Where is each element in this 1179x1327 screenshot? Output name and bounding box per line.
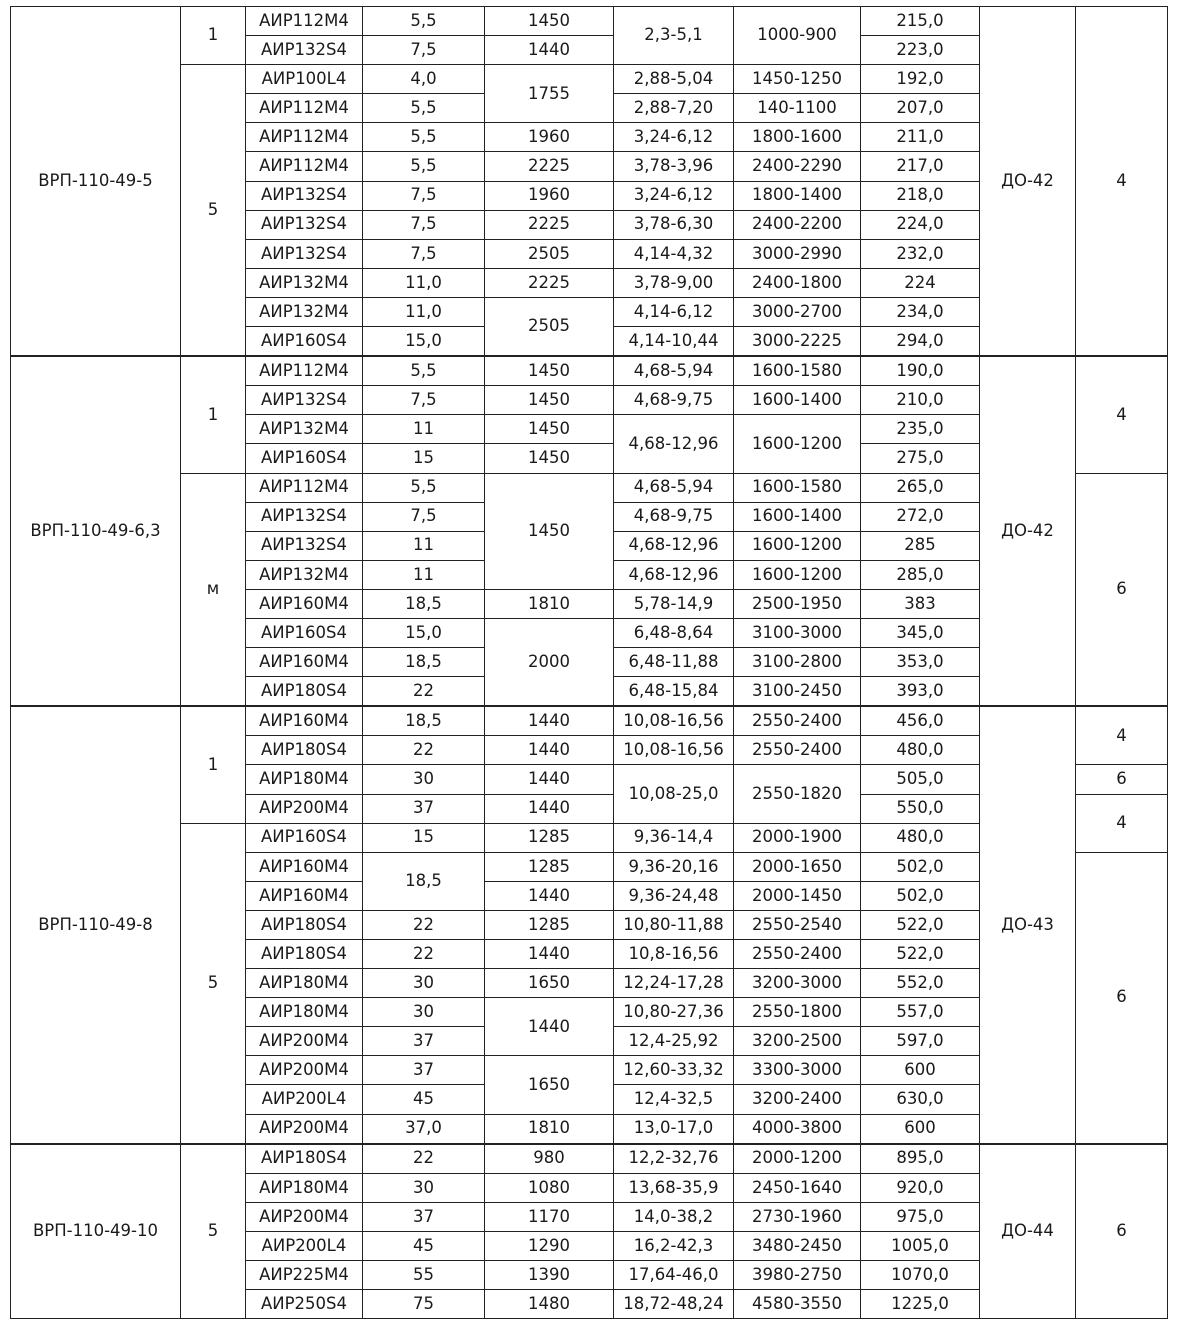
power-cell: 11	[363, 560, 485, 589]
rpm-cell: 2225	[485, 152, 614, 181]
capacity-cell: 4,68-5,94	[614, 473, 734, 502]
motor-cell: АИР112М4	[246, 152, 363, 181]
power-cell: 15,0	[363, 618, 485, 647]
mass-cell: 522,0	[861, 910, 980, 939]
mass-cell: 600	[861, 1114, 980, 1144]
pressure-cell: 3100-2800	[734, 648, 861, 677]
rpm-cell: 1390	[485, 1261, 614, 1290]
pressure-cell: 4580-3550	[734, 1290, 861, 1319]
capacity-cell: 4,68-12,96	[614, 560, 734, 589]
mass-cell: 502,0	[861, 852, 980, 881]
capacity-cell: 9,36-24,48	[614, 881, 734, 910]
capacity-cell: 13,0-17,0	[614, 1114, 734, 1144]
pressure-cell: 1600-1400	[734, 502, 861, 531]
power-cell: 5,5	[363, 94, 485, 123]
table-row	[11, 356, 1168, 386]
pressure-cell: 3300-3000	[734, 1056, 861, 1085]
rpm-cell: 1960	[485, 181, 614, 210]
capacity-cell: 10,80-27,36	[614, 998, 734, 1027]
mass-cell: 234,0	[861, 297, 980, 326]
motor-cell: АИР112М4	[246, 473, 363, 502]
power-cell: 11,0	[363, 297, 485, 326]
motor-cell: АИР112М4	[246, 356, 363, 386]
capacity-cell: 10,80-11,88	[614, 910, 734, 939]
mass-cell: 285	[861, 531, 980, 560]
motor-cell: АИР132М4	[246, 415, 363, 444]
capacity-cell: 16,2-42,3	[614, 1231, 734, 1260]
pressure-cell: 2550-2540	[734, 910, 861, 939]
motor-cell: АИР132S4	[246, 531, 363, 560]
capacity-cell: 6,48-11,88	[614, 648, 734, 677]
motor-cell: АИР180S4	[246, 910, 363, 939]
power-cell: 7,5	[363, 239, 485, 268]
pressure-cell: 2500-1950	[734, 589, 861, 618]
power-cell: 5,5	[363, 473, 485, 502]
power-cell: 37	[363, 1202, 485, 1231]
pressure-cell: 3480-2450	[734, 1231, 861, 1260]
power-cell: 37	[363, 1056, 485, 1085]
rpm-cell: 1440	[485, 736, 614, 765]
pressure-cell: 2000-1200	[734, 1144, 861, 1174]
mass-cell: 215,0	[861, 7, 980, 36]
mass-cell: 224	[861, 268, 980, 297]
rpm-cell: 1285	[485, 852, 614, 881]
capacity-cell: 10,8-16,56	[614, 940, 734, 969]
power-cell: 11	[363, 415, 485, 444]
motor-cell: АИР132S4	[246, 386, 363, 415]
capacity-cell: 4,68-12,96	[614, 415, 734, 473]
power-cell: 37,0	[363, 1114, 485, 1144]
mass-cell: 265,0	[861, 473, 980, 502]
motor-cell: АИР112М4	[246, 7, 363, 36]
motor-cell: АИР250S4	[246, 1290, 363, 1319]
capacity-cell: 12,4-32,5	[614, 1085, 734, 1114]
last-col-cell: 4	[1076, 7, 1168, 357]
pressure-cell: 3980-2750	[734, 1261, 861, 1290]
last-col-cell: 6	[1076, 765, 1168, 794]
capacity-cell: 4,68-5,94	[614, 356, 734, 386]
mass-cell: 895,0	[861, 1144, 980, 1174]
power-cell: 18,5	[363, 852, 485, 910]
motor-cell: АИР160S4	[246, 444, 363, 473]
rpm-cell: 1440	[485, 706, 614, 736]
capacity-cell: 6,48-8,64	[614, 618, 734, 647]
motor-cell: АИР200L4	[246, 1085, 363, 1114]
pressure-cell: 3100-3000	[734, 618, 861, 647]
mass-cell: 630,0	[861, 1085, 980, 1114]
mass-cell: 235,0	[861, 415, 980, 444]
rpm-cell: 2505	[485, 297, 614, 356]
pressure-cell: 2400-1800	[734, 268, 861, 297]
pressure-cell: 2550-1800	[734, 998, 861, 1027]
table-row	[11, 7, 1168, 36]
power-cell: 45	[363, 1085, 485, 1114]
power-cell: 4,0	[363, 65, 485, 94]
motor-cell: АИР160S4	[246, 327, 363, 357]
mass-cell: 218,0	[861, 181, 980, 210]
power-cell: 7,5	[363, 502, 485, 531]
rpm-cell: 2505	[485, 239, 614, 268]
motor-cell: АИР132М4	[246, 268, 363, 297]
pressure-cell: 2550-2400	[734, 736, 861, 765]
rpm-cell: 1440	[485, 998, 614, 1056]
motor-cell: АИР112М4	[246, 123, 363, 152]
pressure-cell: 2730-1960	[734, 1202, 861, 1231]
execution-cell: 5	[181, 65, 246, 356]
pressure-cell: 1600-1200	[734, 415, 861, 473]
mass-cell: 456,0	[861, 706, 980, 736]
power-cell: 15,0	[363, 327, 485, 357]
power-cell: 22	[363, 1144, 485, 1174]
capacity-cell: 4,68-12,96	[614, 531, 734, 560]
power-cell: 18,5	[363, 589, 485, 618]
mass-cell: 975,0	[861, 1202, 980, 1231]
mass-cell: 480,0	[861, 736, 980, 765]
mass-cell: 192,0	[861, 65, 980, 94]
power-cell: 5,5	[363, 123, 485, 152]
capacity-cell: 3,78-3,96	[614, 152, 734, 181]
pressure-cell: 2000-1450	[734, 881, 861, 910]
motor-cell: АИР160М4	[246, 852, 363, 881]
pressure-cell: 140-1100	[734, 94, 861, 123]
pressure-cell: 1600-1580	[734, 356, 861, 386]
capacity-cell: 3,78-9,00	[614, 268, 734, 297]
power-cell: 22	[363, 736, 485, 765]
pressure-cell: 2550-2400	[734, 706, 861, 736]
capacity-cell: 3,78-6,30	[614, 210, 734, 239]
mass-cell: 217,0	[861, 152, 980, 181]
capacity-cell: 2,3-5,1	[614, 7, 734, 65]
motor-cell: АИР180М4	[246, 1173, 363, 1202]
capacity-cell: 9,36-14,4	[614, 823, 734, 852]
rpm-cell: 1285	[485, 910, 614, 939]
regulator-cell: ДО-43	[980, 706, 1076, 1143]
mass-cell: 1225,0	[861, 1290, 980, 1319]
mass-cell: 1005,0	[861, 1231, 980, 1260]
pressure-cell: 2450-1640	[734, 1173, 861, 1202]
power-cell: 22	[363, 940, 485, 969]
capacity-cell: 10,08-16,56	[614, 736, 734, 765]
power-cell: 18,5	[363, 648, 485, 677]
execution-cell: 1	[181, 706, 246, 823]
capacity-cell: 12,2-32,76	[614, 1144, 734, 1174]
power-cell: 7,5	[363, 386, 485, 415]
motor-cell: АИР180М4	[246, 969, 363, 998]
power-cell: 30	[363, 998, 485, 1027]
power-cell: 30	[363, 969, 485, 998]
motor-cell: АИР160М4	[246, 589, 363, 618]
power-cell: 11,0	[363, 268, 485, 297]
capacity-cell: 4,14-6,12	[614, 297, 734, 326]
rpm-cell: 980	[485, 1144, 614, 1174]
motor-cell: АИР132S4	[246, 36, 363, 65]
last-col-cell: 4	[1076, 706, 1168, 765]
rpm-cell: 1755	[485, 65, 614, 123]
pressure-cell: 2550-2400	[734, 940, 861, 969]
last-col-cell: 6	[1076, 473, 1168, 706]
capacity-cell: 10,08-25,0	[614, 765, 734, 823]
motor-cell: АИР180S4	[246, 736, 363, 765]
mass-cell: 224,0	[861, 210, 980, 239]
rpm-cell: 1650	[485, 1056, 614, 1114]
motor-cell: АИР132М4	[246, 297, 363, 326]
rpm-cell: 2000	[485, 618, 614, 706]
pressure-cell: 3200-3000	[734, 969, 861, 998]
pressure-cell: 1800-1400	[734, 181, 861, 210]
motor-cell: АИР132S4	[246, 502, 363, 531]
capacity-cell: 5,78-14,9	[614, 589, 734, 618]
motor-cell: АИР200М4	[246, 1056, 363, 1085]
capacity-cell: 4,68-9,75	[614, 502, 734, 531]
power-cell: 7,5	[363, 181, 485, 210]
mass-cell: 920,0	[861, 1173, 980, 1202]
motor-cell: АИР132S4	[246, 210, 363, 239]
pressure-cell: 2000-1650	[734, 852, 861, 881]
motor-cell: АИР200L4	[246, 1231, 363, 1260]
last-col-cell: 6	[1076, 852, 1168, 1143]
motor-cell: АИР132S4	[246, 181, 363, 210]
motor-cell: АИР180S4	[246, 940, 363, 969]
mass-cell: 505,0	[861, 765, 980, 794]
power-cell: 75	[363, 1290, 485, 1319]
pressure-cell: 3200-2400	[734, 1085, 861, 1114]
pressure-cell: 3100-2450	[734, 677, 861, 707]
capacity-cell: 3,24-6,12	[614, 181, 734, 210]
rpm-cell: 1285	[485, 823, 614, 852]
rpm-cell: 1480	[485, 1290, 614, 1319]
rpm-cell: 2225	[485, 268, 614, 297]
fan-model-cell: ВРП-110-49-6,3	[11, 356, 181, 706]
pressure-cell: 3000-2225	[734, 327, 861, 357]
power-cell: 7,5	[363, 36, 485, 65]
capacity-cell: 2,88-5,04	[614, 65, 734, 94]
motor-cell: АИР160S4	[246, 618, 363, 647]
power-cell: 37	[363, 1027, 485, 1056]
motor-cell: АИР160М4	[246, 648, 363, 677]
pressure-cell: 2400-2200	[734, 210, 861, 239]
rpm-cell: 1450	[485, 356, 614, 386]
mass-cell: 275,0	[861, 444, 980, 473]
motor-cell: АИР132М4	[246, 560, 363, 589]
last-col-cell: 4	[1076, 794, 1168, 852]
fan-spec-body	[11, 7, 1168, 1319]
rpm-cell: 1080	[485, 1173, 614, 1202]
fan-model-cell: ВРП-110-49-10	[11, 1144, 181, 1319]
motor-cell: АИР200М4	[246, 1202, 363, 1231]
mass-cell: 223,0	[861, 36, 980, 65]
rpm-cell: 2225	[485, 210, 614, 239]
motor-cell: АИР112М4	[246, 94, 363, 123]
motor-cell: АИР180М4	[246, 998, 363, 1027]
execution-cell: 1	[181, 356, 246, 473]
rpm-cell: 1450	[485, 415, 614, 444]
mass-cell: 552,0	[861, 969, 980, 998]
pressure-cell: 4000-3800	[734, 1114, 861, 1144]
pressure-cell: 1450-1250	[734, 65, 861, 94]
motor-cell: АИР160М4	[246, 706, 363, 736]
rpm-cell: 1960	[485, 123, 614, 152]
pressure-cell: 3200-2500	[734, 1027, 861, 1056]
regulator-cell: ДО-42	[980, 356, 1076, 706]
capacity-cell: 12,60-33,32	[614, 1056, 734, 1085]
mass-cell: 600	[861, 1056, 980, 1085]
pressure-cell: 1000-900	[734, 7, 861, 65]
mass-cell: 211,0	[861, 123, 980, 152]
capacity-cell: 17,64-46,0	[614, 1261, 734, 1290]
rpm-cell: 1290	[485, 1231, 614, 1260]
execution-cell: 1	[181, 7, 246, 65]
mass-cell: 190,0	[861, 356, 980, 386]
pressure-cell: 3000-2990	[734, 239, 861, 268]
last-col-cell: 6	[1076, 1144, 1168, 1319]
pressure-cell: 3000-2700	[734, 297, 861, 326]
power-cell: 5,5	[363, 7, 485, 36]
power-cell: 30	[363, 765, 485, 794]
regulator-cell: ДО-42	[980, 7, 1076, 357]
capacity-cell: 2,88-7,20	[614, 94, 734, 123]
capacity-cell: 4,68-9,75	[614, 386, 734, 415]
motor-cell: АИР100L4	[246, 65, 363, 94]
pressure-cell: 1600-1200	[734, 531, 861, 560]
rpm-cell: 1650	[485, 969, 614, 998]
rpm-cell: 1170	[485, 1202, 614, 1231]
rpm-cell: 1450	[485, 473, 614, 589]
power-cell: 5,5	[363, 152, 485, 181]
pressure-cell: 1800-1600	[734, 123, 861, 152]
capacity-cell: 10,08-16,56	[614, 706, 734, 736]
pressure-cell: 2400-2290	[734, 152, 861, 181]
rpm-cell: 1450	[485, 386, 614, 415]
capacity-cell: 6,48-15,84	[614, 677, 734, 707]
capacity-cell: 12,4-25,92	[614, 1027, 734, 1056]
fan-model-cell: ВРП-110-49-5	[11, 7, 181, 357]
rpm-cell: 1440	[485, 36, 614, 65]
rpm-cell: 1440	[485, 881, 614, 910]
power-cell: 5,5	[363, 356, 485, 386]
regulator-cell: ДО-44	[980, 1144, 1076, 1319]
capacity-cell: 4,14-4,32	[614, 239, 734, 268]
execution-cell: 5	[181, 1144, 246, 1319]
motor-cell: АИР132S4	[246, 239, 363, 268]
capacity-cell: 4,14-10,44	[614, 327, 734, 357]
motor-cell: АИР180S4	[246, 1144, 363, 1174]
mass-cell: 502,0	[861, 881, 980, 910]
power-cell: 22	[363, 910, 485, 939]
power-cell: 37	[363, 794, 485, 823]
motor-cell: АИР180М4	[246, 765, 363, 794]
table-row	[11, 706, 1168, 736]
pressure-cell: 1600-1580	[734, 473, 861, 502]
motor-cell: АИР225М4	[246, 1261, 363, 1290]
motor-cell: АИР200М4	[246, 1027, 363, 1056]
pressure-cell: 1600-1200	[734, 560, 861, 589]
mass-cell: 272,0	[861, 502, 980, 531]
power-cell: 11	[363, 531, 485, 560]
capacity-cell: 14,0-38,2	[614, 1202, 734, 1231]
fan-model-cell: ВРП-110-49-8	[11, 706, 181, 1143]
mass-cell: 294,0	[861, 327, 980, 357]
power-cell: 7,5	[363, 210, 485, 239]
execution-cell: м	[181, 473, 246, 706]
motor-cell: АИР200М4	[246, 794, 363, 823]
motor-cell: АИР160S4	[246, 823, 363, 852]
motor-cell: АИР200М4	[246, 1114, 363, 1144]
table-row	[11, 1144, 1168, 1174]
mass-cell: 597,0	[861, 1027, 980, 1056]
motor-cell: АИР180S4	[246, 677, 363, 707]
capacity-cell: 9,36-20,16	[614, 852, 734, 881]
rpm-cell: 1810	[485, 1114, 614, 1144]
power-cell: 15	[363, 444, 485, 473]
rpm-cell: 1810	[485, 589, 614, 618]
rpm-cell: 1440	[485, 940, 614, 969]
mass-cell: 480,0	[861, 823, 980, 852]
rpm-cell: 1450	[485, 7, 614, 36]
mass-cell: 1070,0	[861, 1261, 980, 1290]
mass-cell: 285,0	[861, 560, 980, 589]
motor-cell: АИР160М4	[246, 881, 363, 910]
execution-cell: 5	[181, 823, 246, 1144]
mass-cell: 383	[861, 589, 980, 618]
power-cell: 45	[363, 1231, 485, 1260]
mass-cell: 353,0	[861, 648, 980, 677]
pressure-cell: 2550-1820	[734, 765, 861, 823]
capacity-cell: 3,24-6,12	[614, 123, 734, 152]
rpm-cell: 1440	[485, 765, 614, 794]
power-cell: 15	[363, 823, 485, 852]
mass-cell: 232,0	[861, 239, 980, 268]
pressure-cell: 2000-1900	[734, 823, 861, 852]
capacity-cell: 18,72-48,24	[614, 1290, 734, 1319]
power-cell: 30	[363, 1173, 485, 1202]
mass-cell: 550,0	[861, 794, 980, 823]
mass-cell: 557,0	[861, 998, 980, 1027]
last-col-cell: 4	[1076, 356, 1168, 473]
mass-cell: 522,0	[861, 940, 980, 969]
rpm-cell: 1450	[485, 444, 614, 473]
mass-cell: 207,0	[861, 94, 980, 123]
power-cell: 18,5	[363, 706, 485, 736]
mass-cell: 345,0	[861, 618, 980, 647]
pressure-cell: 1600-1400	[734, 386, 861, 415]
mass-cell: 393,0	[861, 677, 980, 707]
capacity-cell: 12,24-17,28	[614, 969, 734, 998]
capacity-cell: 13,68-35,9	[614, 1173, 734, 1202]
rpm-cell: 1440	[485, 794, 614, 823]
power-cell: 55	[363, 1261, 485, 1290]
power-cell: 22	[363, 677, 485, 707]
fan-spec-table	[10, 6, 1168, 1319]
mass-cell: 210,0	[861, 386, 980, 415]
